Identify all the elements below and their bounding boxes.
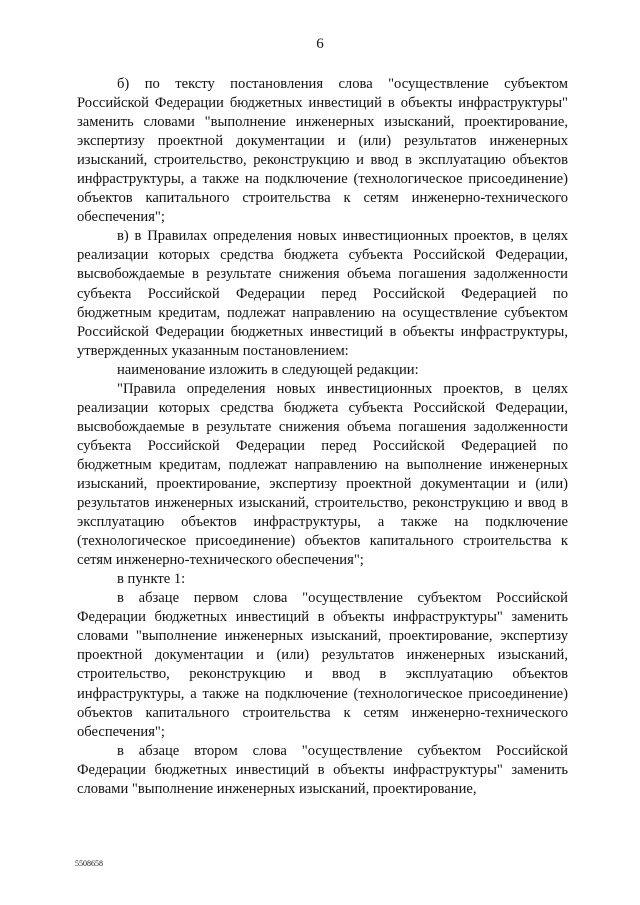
document-id: 5508658: [75, 859, 103, 868]
paragraph-first-abzac: в абзаце первом слова "осуществление субъектом Российской Федерации бюджетных инвестиций в объекты инфраструктуры" заменить словами "выполнение инженерных изысканий, проектирование, экспертизу проектной документации и (или) результатов инженерных изысканий, строительство, реконструкцию и ввод в эксплуатацию объектов инфраструктуры, а также на подключение (технологическое присоединение) объектов капитального строительства к сетям инженерно-технического обеспечения";: [77, 590, 568, 740]
document-body: [77, 75, 568, 799]
page-number: 6: [316, 36, 324, 52]
paragraph-new-title: "Правила определения новых инвестиционных проектов, в целях реализации которых средства бюджета субъекта Российской Федерации, высвобождаемые в результате снижения объема погашения задолженности субъекта Российской Федерации перед Российской Федерацией по бюджетным кредитам, подлежат направлению на выполнение инженерных изысканий, проектирование, экспертизу проектной документации и (или) результатов инженерных изысканий, строительство, реконструкцию и ввод в эксплуатацию объектов инфраструктуры, а также на подключение (технологическое присоединение) объектов капитального строительства к сетям инженерно-технического обеспечения";: [77, 380, 568, 569]
paragraph-title-instruction: наименование изложить в следующей редакции:: [117, 361, 419, 378]
paragraph-second-abzac: в абзаце втором слова "осуществление субъектом Российской Федерации бюджетных инвестиций в объекты инфраструктуры" заменить словами "выполнение инженерных изысканий, проектирование,: [77, 742, 568, 797]
paragraph-b: б) по тексту постановления слова "осуществление субъектом Российской Федерации бюджетных инвестиций в объекты инфраструктуры" заменить словами "выполнение инженерных изысканий, проектирование, экспертизу проектной документации и (или) результатов инженерных изысканий, строительство, реконструкцию и ввод в эксплуатацию объектов инфраструктуры, а также на подключение (технологическое присоединение) объектов капитального строительства к сетям инженерно-технического обеспечения";: [77, 76, 568, 226]
paragraph-point-1: в пункте 1:: [117, 571, 186, 588]
paragraph-v: в) в Правилах определения новых инвестиционных проектов, в целях реализации которых средства бюджета субъекта Российской Федерации, высвобождаемые в результате снижения объема погашения задолженности субъекта Российской Федерации перед Российской Федерацией по бюджетным кредитам, подлежат направлению на осуществление субъектом Российской Федерации бюджетных инвестиций в объекты инфраструктуры, утвержденных указанным постановлением:: [77, 228, 568, 359]
